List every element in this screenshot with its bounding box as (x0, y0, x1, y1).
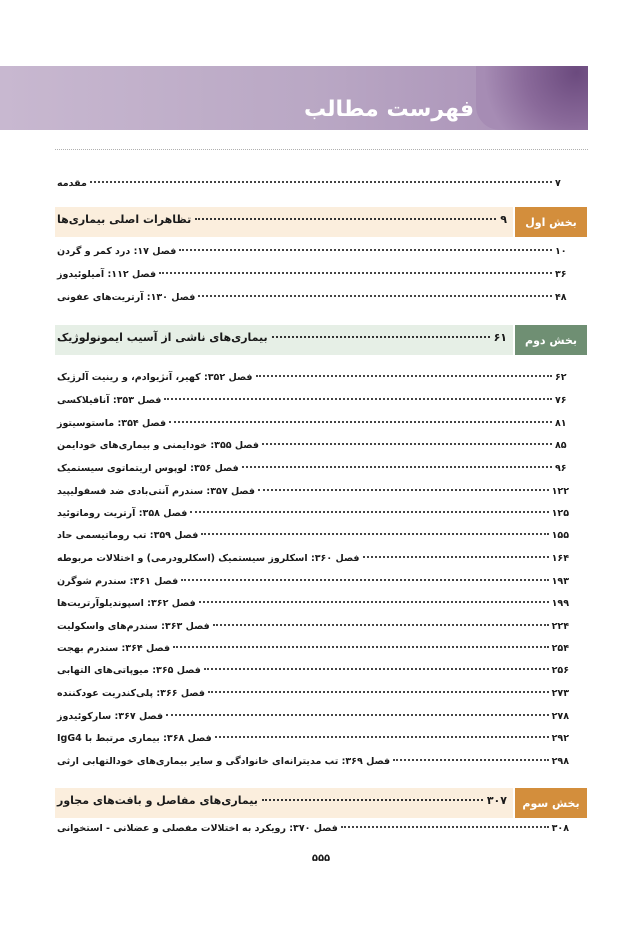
dot-leader (242, 466, 552, 468)
section-page: ۶۱ (493, 331, 507, 344)
toc-entry[interactable] (57, 756, 569, 774)
section-tag: بخش دوم (515, 325, 587, 355)
toc-entry[interactable] (57, 576, 569, 594)
toc-entry-label: فصل ۳۶۱: سندرم شوگرن (57, 576, 179, 587)
dot-leader (199, 601, 549, 603)
toc-entry-page: ۸۱ (555, 418, 567, 429)
page-title: فهرست مطالب (303, 97, 474, 122)
dot-leader (256, 375, 552, 377)
toc-entry-page: ۲۵۶ (551, 665, 569, 676)
toc-entry[interactable] (57, 418, 569, 436)
toc-entry-page: ۱۰ (555, 246, 567, 257)
toc-entry-label: فصل ۱۳۰: آرتریت‌های عفونی (57, 292, 196, 303)
dot-leader (198, 295, 552, 297)
section-page: ۹ (500, 213, 507, 226)
toc-entry-label: فصل ۳۵۵: خودایمنی و بیماری‌های خودایمن (57, 440, 259, 451)
toc-section-3[interactable] (55, 788, 587, 818)
toc-entry[interactable] (57, 621, 569, 639)
section-title: بیماری‌های مفاصل و بافت‌های مجاور (57, 794, 258, 807)
toc-entry[interactable] (57, 598, 569, 616)
toc-entry-page: ۲۹۲ (551, 733, 569, 744)
toc-entry-page: ۱۵۵ (551, 530, 569, 541)
dot-leader (215, 736, 549, 738)
dot-leader (341, 826, 549, 828)
dot-leader (173, 646, 549, 648)
toc-entry-page: ۳۰۸ (551, 823, 569, 834)
toc-entry-page: ۲۷۳ (551, 688, 569, 699)
toc-entry[interactable] (57, 688, 569, 706)
toc-entry[interactable] (57, 553, 569, 571)
toc-entry-label: فصل ۳۶۴: سندرم بهجت (57, 643, 171, 654)
toc-entry-label: فصل ۳۶۳: سندرم‌های واسکولیت (57, 621, 210, 632)
toc-entry-label: فصل ۳۵۴: ماستوسیتوز (57, 418, 167, 429)
toc-entry-page: ۹۶ (555, 463, 567, 474)
toc-entry-label: فصل ۳۶۵: میوپاتی‌های التهابی (57, 665, 201, 676)
toc-entry[interactable] (57, 508, 569, 526)
toc-entry-page: ۷ (555, 178, 561, 189)
toc-entry-label: فصل ۳۶۸: بیماری مرتبط با IgG4 (57, 733, 212, 744)
toc-entry-label: مقدمه (57, 178, 87, 189)
toc-entry-page: ۱۲۵ (551, 508, 569, 519)
dot-leader (262, 443, 552, 445)
dot-leader (393, 759, 548, 761)
toc-entry[interactable] (57, 292, 569, 310)
dot-leader (272, 336, 490, 338)
toc-entry[interactable] (57, 463, 569, 481)
toc-entry-label: فصل ۱۷: درد کمر و گردن (57, 246, 177, 257)
toc-entry[interactable] (57, 711, 569, 729)
toc-entry-label: فصل ۳۶۰: اسکلروز سیستمیک (اسکلرودرمی) و اختلالات مربوطه (57, 553, 360, 564)
toc-entry-page: ۲۲۴ (551, 621, 569, 632)
toc-section-1[interactable] (55, 207, 587, 237)
toc-entry[interactable] (57, 665, 569, 683)
dot-leader (179, 249, 552, 251)
toc-entry[interactable] (57, 823, 569, 841)
toc-entry-page: ۱۹۳ (551, 576, 569, 587)
header-divider (55, 149, 588, 150)
toc-section-2[interactable] (55, 325, 587, 355)
section-tag: بخش سوم (515, 788, 587, 818)
toc-entry[interactable] (57, 269, 569, 287)
toc-entry-label: فصل ۳۵۲: کهیر، آنژیوادم، و رینیت آلرژیک (57, 372, 253, 383)
toc-entry-page: ۲۵۴ (551, 643, 569, 654)
dot-leader (213, 624, 549, 626)
dot-leader (90, 181, 552, 183)
toc-entry-label: فصل ۳۵۳: آنافیلاکسی (57, 395, 162, 406)
toc-entry-page: ۸۵ (555, 440, 567, 451)
toc-entry-page: ۱۹۹ (551, 598, 569, 609)
toc-entry-page: ۶۲ (555, 372, 567, 383)
dot-leader (190, 511, 548, 513)
toc-entry-label: فصل ۳۵۹: تب روماتیسمی حاد (57, 530, 199, 541)
toc-entry[interactable] (57, 372, 569, 390)
toc-entry-label: فصل ۳۶۹: تب مدیترانه‌ای خانوادگی و سایر بیماری‌های خودالتهابی ارثی (57, 756, 391, 767)
toc-entry-label: فصل ۳۷۰: رویکرد به اختلالات مفصلی و عضلانی - استخوانی (57, 823, 338, 834)
dot-leader (195, 218, 496, 220)
section-tag: بخش اول (515, 207, 587, 237)
toc-entry[interactable] (57, 486, 569, 504)
toc-entry-label: فصل ۳۵۶: لوپوس اریتماتوی سیستمیک (57, 463, 239, 474)
dot-leader (201, 533, 548, 535)
dot-leader (159, 272, 552, 274)
toc-entry[interactable] (57, 440, 569, 458)
dot-leader (363, 556, 549, 558)
dot-leader (208, 691, 549, 693)
toc-entry[interactable] (57, 395, 569, 413)
dot-leader (169, 421, 552, 423)
toc-entry-label: فصل ۳۶۲: اسپوندیلوآرتریت‌ها (57, 598, 196, 609)
dot-leader (204, 668, 549, 670)
section-title: بیماری‌های ناشی از آسیب ایمونولوژیک (57, 331, 268, 344)
toc-entry-label: فصل ۳۵۸: آرتریت روماتوئید (57, 508, 188, 519)
dot-leader (262, 799, 483, 801)
toc-entry-label: فصل ۳۶۷: سارکوئیدوز (57, 711, 164, 722)
toc-entry-label: فصل ۳۶۶: پلی‌کندریت عودکننده (57, 688, 205, 699)
toc-entry-intro[interactable] (57, 178, 569, 196)
toc-entry-page: ۳۶ (555, 269, 567, 280)
toc-entry[interactable] (57, 733, 569, 751)
dot-leader (181, 579, 548, 581)
page-number: ۵۵۵ (311, 853, 331, 864)
dot-leader (164, 398, 552, 400)
header-ornament (476, 66, 588, 130)
dot-leader (166, 714, 549, 716)
toc-entry[interactable] (57, 530, 569, 548)
toc-entry-label: فصل ۳۵۷: سندرم آنتی‌بادی ضد فسفولیپید (57, 486, 256, 497)
toc-entry-page: ۲۹۸ (551, 756, 569, 767)
section-title: تظاهرات اصلی بیماری‌ها (57, 213, 192, 226)
toc-entry-page: ۱۶۴ (551, 553, 569, 564)
toc-entry[interactable] (57, 246, 569, 264)
toc-entry[interactable] (57, 643, 569, 661)
toc-entry-label: فصل ۱۱۲: آمیلوئیدوز (57, 269, 157, 280)
dot-leader (258, 489, 549, 491)
section-page: ۳۰۷ (486, 794, 507, 807)
toc-entry-page: ۲۷۸ (551, 711, 569, 722)
toc-entry-page: ۷۶ (555, 395, 567, 406)
toc-entry-page: ۱۲۲ (551, 486, 569, 497)
toc-entry-page: ۴۸ (555, 292, 567, 303)
